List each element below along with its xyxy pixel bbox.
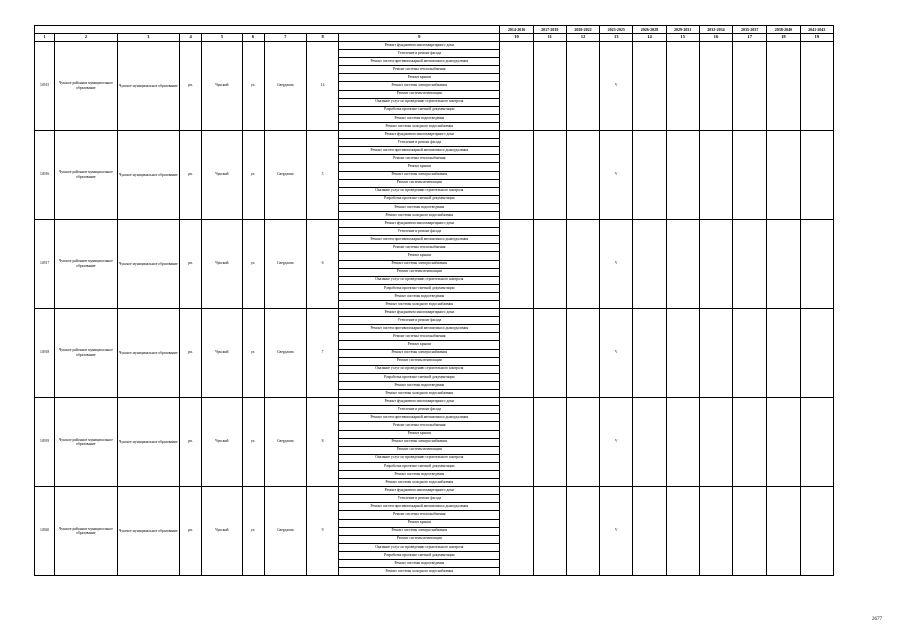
period-cell xyxy=(699,220,732,309)
work-item: Ремонт фундамента многоквартирного дома xyxy=(339,220,500,228)
period-mark: V xyxy=(600,42,633,131)
work-item: Ремонт крыши xyxy=(339,163,500,171)
column-number-cell: 2 xyxy=(55,34,117,42)
period-cell xyxy=(699,309,732,398)
column-number-cell: 11 xyxy=(533,34,566,42)
work-item: Разработка проектно-сметной документации xyxy=(339,195,500,203)
period-cell xyxy=(500,487,533,576)
district-name: Чукское районное муниципальное образование xyxy=(55,220,117,309)
period-cell xyxy=(500,220,533,309)
street-name: Свердлова xyxy=(264,309,306,398)
period-cell xyxy=(566,487,599,576)
work-item: Утепление и ремонт фасада xyxy=(339,139,500,147)
settlement-name: Чукский xyxy=(202,220,242,309)
street-name: Свердлова xyxy=(264,131,306,220)
column-number-cell: 5 xyxy=(202,34,242,42)
period-header-cell: 2020-2022 xyxy=(566,26,599,34)
work-item: Ремонт системы теплоснабжения xyxy=(339,511,500,519)
work-item: Ремонт системы вентиляции xyxy=(339,179,500,187)
work-item: Оказание услуг по проведению строительного контроля xyxy=(339,454,500,462)
work-item: Ремонт системы вентиляции xyxy=(339,357,500,365)
column-number-cell: 13 xyxy=(600,34,633,42)
house-number: 6 xyxy=(306,220,338,309)
period-cell xyxy=(800,487,833,576)
work-item: Утепление и ремонт фасада xyxy=(339,495,500,503)
work-item: Ремонт системы вентиляции xyxy=(339,268,500,276)
municipality-name: Чукское муниципальное образование xyxy=(117,487,179,576)
work-item: Ремонт системы водоотведения xyxy=(339,203,500,211)
street-type: ул. xyxy=(242,398,264,487)
work-item: Ремонт системы холодного водоснабжения xyxy=(339,479,500,487)
settlement-type: рп. xyxy=(180,220,202,309)
municipality-name: Чукское муниципальное образование xyxy=(117,220,179,309)
period-cell xyxy=(533,398,566,487)
street-name: Свердлова xyxy=(264,487,306,576)
work-item: Ремонт системы холодного водоснабжения xyxy=(339,568,500,576)
period-cell xyxy=(699,398,732,487)
period-cell xyxy=(533,220,566,309)
district-name: Чукское районное муниципальное образование xyxy=(55,42,117,131)
work-item: Ремонт системы водоотведения xyxy=(339,560,500,568)
period-mark: V xyxy=(600,131,633,220)
record-id: 14916 xyxy=(35,131,55,220)
period-cell xyxy=(666,131,699,220)
period-cell xyxy=(666,398,699,487)
period-header-cell: 2014-2016 xyxy=(500,26,533,34)
period-cell xyxy=(500,42,533,131)
column-number-cell: 18 xyxy=(767,34,800,42)
house-number: 9 xyxy=(306,487,338,576)
column-number-cell: 19 xyxy=(800,34,833,42)
period-header-cell: 2041-2043 xyxy=(800,26,833,34)
work-item: Оказание услуг по проведению строительного контроля xyxy=(339,276,500,284)
period-cell xyxy=(767,398,800,487)
work-item: Ремонт системы водоотведения xyxy=(339,114,500,122)
work-item: Ремонт системы вентиляции xyxy=(339,90,500,98)
period-cell xyxy=(533,487,566,576)
period-cell xyxy=(666,309,699,398)
period-cell xyxy=(767,487,800,576)
work-item: Ремонт крыши xyxy=(339,519,500,527)
period-mark: V xyxy=(600,309,633,398)
settlement-name: Чукский xyxy=(202,398,242,487)
period-cell xyxy=(699,131,732,220)
work-item: Ремонт системы холодного водоснабжения xyxy=(339,122,500,130)
period-cell xyxy=(733,398,767,487)
period-header-spacer xyxy=(35,26,500,34)
period-header-cell: 2029-2031 xyxy=(666,26,699,34)
column-number-cell: 9 xyxy=(339,34,500,42)
period-cell xyxy=(633,309,666,398)
work-item: Утепление и ремонт фасада xyxy=(339,406,500,414)
street-name: Свердлова xyxy=(264,220,306,309)
work-item: Разработка проектно-сметной документации xyxy=(339,462,500,470)
work-item: Разработка проектно-сметной документации xyxy=(339,106,500,114)
work-item: Ремонт системы водоотведения xyxy=(339,470,500,478)
settlement-type: рп. xyxy=(180,398,202,487)
period-cell xyxy=(566,131,599,220)
column-number-cell: 8 xyxy=(306,34,338,42)
work-item: Ремонт системы электроснабжения xyxy=(339,171,500,179)
column-number-cell: 16 xyxy=(699,34,732,42)
settlement-type: рп. xyxy=(180,309,202,398)
work-item: Ремонт системы вентиляции xyxy=(339,446,500,454)
district-name: Чукское районное муниципальное образование xyxy=(55,131,117,220)
settlement-type: рп. xyxy=(180,131,202,220)
table-row xyxy=(35,131,834,139)
municipality-name: Чукское муниципальное образование xyxy=(117,398,179,487)
period-cell xyxy=(533,42,566,131)
work-item: Разработка проектно-сметной документации xyxy=(339,551,500,559)
column-number-cell: 3 xyxy=(117,34,179,42)
period-cell xyxy=(767,220,800,309)
street-type: ул. xyxy=(242,131,264,220)
work-item: Ремонт систем противопожарной автоматики и дымоудаления xyxy=(339,147,500,155)
period-mark: V xyxy=(600,487,633,576)
period-cell xyxy=(566,398,599,487)
table-body xyxy=(35,26,834,576)
municipality-name: Чукское муниципальное образование xyxy=(117,42,179,131)
period-cell xyxy=(733,131,767,220)
table-row xyxy=(35,398,834,406)
settlement-type: рп. xyxy=(180,42,202,131)
column-number-cell: 17 xyxy=(733,34,767,42)
period-cell xyxy=(666,42,699,131)
work-item: Ремонт фундамента многоквартирного дома xyxy=(339,398,500,406)
municipality-name: Чукское муниципальное образование xyxy=(117,131,179,220)
period-cell xyxy=(800,309,833,398)
house-number: 14 xyxy=(306,42,338,131)
period-header-row xyxy=(35,26,834,34)
period-cell xyxy=(699,42,732,131)
period-cell xyxy=(566,42,599,131)
work-item: Ремонт системы теплоснабжения xyxy=(339,422,500,430)
work-item: Оказание услуг по проведению строительного контроля xyxy=(339,187,500,195)
street-type: ул. xyxy=(242,220,264,309)
page-number: 2677 xyxy=(872,617,882,622)
column-number-cell: 15 xyxy=(666,34,699,42)
period-header-cell: 2023-2025 xyxy=(600,26,633,34)
work-item: Ремонт систем противопожарной автоматики и дымоудаления xyxy=(339,236,500,244)
work-item: Оказание услуг по проведению строительного контроля xyxy=(339,543,500,551)
work-item: Ремонт систем противопожарной автоматики и дымоудаления xyxy=(339,414,500,422)
work-item: Ремонт крыши xyxy=(339,430,500,438)
work-item: Ремонт крыши xyxy=(339,341,500,349)
work-item: Ремонт системы электроснабжения xyxy=(339,82,500,90)
work-item: Ремонт системы электроснабжения xyxy=(339,438,500,446)
column-number-cell: 7 xyxy=(264,34,306,42)
district-name: Чукское районное муниципальное образование xyxy=(55,487,117,576)
work-item: Оказание услуг по проведению строительного контроля xyxy=(339,98,500,106)
work-item: Ремонт систем противопожарной автоматики и дымоудаления xyxy=(339,58,500,66)
municipality-name: Чукское муниципальное образование xyxy=(117,309,179,398)
record-id: 14919 xyxy=(35,398,55,487)
work-item: Утепление и ремонт фасада xyxy=(339,50,500,58)
house-number: 7 xyxy=(306,309,338,398)
period-cell xyxy=(733,309,767,398)
work-item: Ремонт систем противопожарной автоматики и дымоудаления xyxy=(339,325,500,333)
work-item: Ремонт системы холодного водоснабжения xyxy=(339,211,500,219)
work-item: Ремонт системы электроснабжения xyxy=(339,260,500,268)
period-cell xyxy=(500,131,533,220)
period-cell xyxy=(733,487,767,576)
work-item: Утепление и ремонт фасада xyxy=(339,228,500,236)
period-cell xyxy=(800,42,833,131)
work-item: Ремонт системы холодного водоснабжения xyxy=(339,301,500,309)
work-item: Оказание услуг по проведению строительного контроля xyxy=(339,365,500,373)
record-id: 14917 xyxy=(35,220,55,309)
street-type: ул. xyxy=(242,487,264,576)
period-cell xyxy=(699,487,732,576)
period-cell xyxy=(633,487,666,576)
period-cell xyxy=(733,220,767,309)
period-cell xyxy=(633,220,666,309)
period-cell xyxy=(767,309,800,398)
work-item: Ремонт системы водоотведения xyxy=(339,292,500,300)
work-item: Ремонт системы вентиляции xyxy=(339,535,500,543)
settlement-name: Чукский xyxy=(202,309,242,398)
period-cell xyxy=(533,309,566,398)
column-number-cell: 6 xyxy=(242,34,264,42)
work-item: Ремонт системы теплоснабжения xyxy=(339,333,500,341)
work-item: Утепление и ремонт фасада xyxy=(339,317,500,325)
period-mark: V xyxy=(600,398,633,487)
record-id: 14915 xyxy=(35,42,55,131)
period-cell xyxy=(633,42,666,131)
register-sheet xyxy=(34,25,834,573)
work-item: Ремонт фундамента многоквартирного дома xyxy=(339,487,500,495)
work-item: Ремонт системы электроснабжения xyxy=(339,527,500,535)
district-name: Чукское районное муниципальное образование xyxy=(55,398,117,487)
column-number-cell: 4 xyxy=(180,34,202,42)
work-item: Ремонт системы теплоснабжения xyxy=(339,155,500,163)
period-header-cell: 2032-2034 xyxy=(699,26,732,34)
table-row xyxy=(35,487,834,495)
period-header-cell: 2017-2019 xyxy=(533,26,566,34)
period-cell xyxy=(800,398,833,487)
period-cell xyxy=(500,398,533,487)
column-number-cell: 10 xyxy=(500,34,533,42)
period-cell xyxy=(800,131,833,220)
period-cell xyxy=(533,131,566,220)
column-number-cell: 12 xyxy=(566,34,599,42)
settlement-name: Чукский xyxy=(202,42,242,131)
record-id: 14918 xyxy=(35,309,55,398)
work-item: Ремонт фундамента многоквартирного дома xyxy=(339,309,500,317)
period-header-cell: 2026-2028 xyxy=(633,26,666,34)
work-item: Ремонт фундамента многоквартирного дома xyxy=(339,42,500,50)
period-cell xyxy=(633,131,666,220)
work-item: Разработка проектно-сметной документации xyxy=(339,284,500,292)
work-item: Ремонт систем противопожарной автоматики и дымоудаления xyxy=(339,503,500,511)
work-item: Ремонт системы теплоснабжения xyxy=(339,66,500,74)
period-cell xyxy=(633,398,666,487)
work-item: Ремонт системы водоотведения xyxy=(339,381,500,389)
street-name: Свердлова xyxy=(264,398,306,487)
period-header-cell: 2038-2040 xyxy=(767,26,800,34)
record-id: 14920 xyxy=(35,487,55,576)
street-type: ул. xyxy=(242,42,264,131)
period-cell xyxy=(500,309,533,398)
work-item: Ремонт системы электроснабжения xyxy=(339,349,500,357)
work-item: Ремонт крыши xyxy=(339,74,500,82)
period-cell xyxy=(767,131,800,220)
settlement-type: рп. xyxy=(180,487,202,576)
work-item: Ремонт фундамента многоквартирного дома xyxy=(339,131,500,139)
work-item: Ремонт системы холодного водоснабжения xyxy=(339,390,500,398)
work-item: Ремонт системы теплоснабжения xyxy=(339,244,500,252)
column-number-cell: 1 xyxy=(35,34,55,42)
work-item: Ремонт крыши xyxy=(339,252,500,260)
settlement-name: Чукский xyxy=(202,131,242,220)
period-cell xyxy=(767,42,800,131)
column-number-row xyxy=(35,34,834,42)
period-cell xyxy=(733,42,767,131)
street-name: Свердлова xyxy=(264,42,306,131)
capital-repair-table xyxy=(34,25,834,576)
period-cell xyxy=(566,309,599,398)
street-type: ул. xyxy=(242,309,264,398)
period-cell xyxy=(666,220,699,309)
district-name: Чукское районное муниципальное образование xyxy=(55,309,117,398)
period-header-cell: 2035-2037 xyxy=(733,26,767,34)
house-number: 5 xyxy=(306,131,338,220)
house-number: 8 xyxy=(306,398,338,487)
table-row xyxy=(35,309,834,317)
period-mark: V xyxy=(600,220,633,309)
work-item: Разработка проектно-сметной документации xyxy=(339,373,500,381)
period-cell xyxy=(566,220,599,309)
settlement-name: Чукский xyxy=(202,487,242,576)
table-row xyxy=(35,42,834,50)
column-number-cell: 14 xyxy=(633,34,666,42)
table-row xyxy=(35,220,834,228)
period-cell xyxy=(800,220,833,309)
period-cell xyxy=(666,487,699,576)
